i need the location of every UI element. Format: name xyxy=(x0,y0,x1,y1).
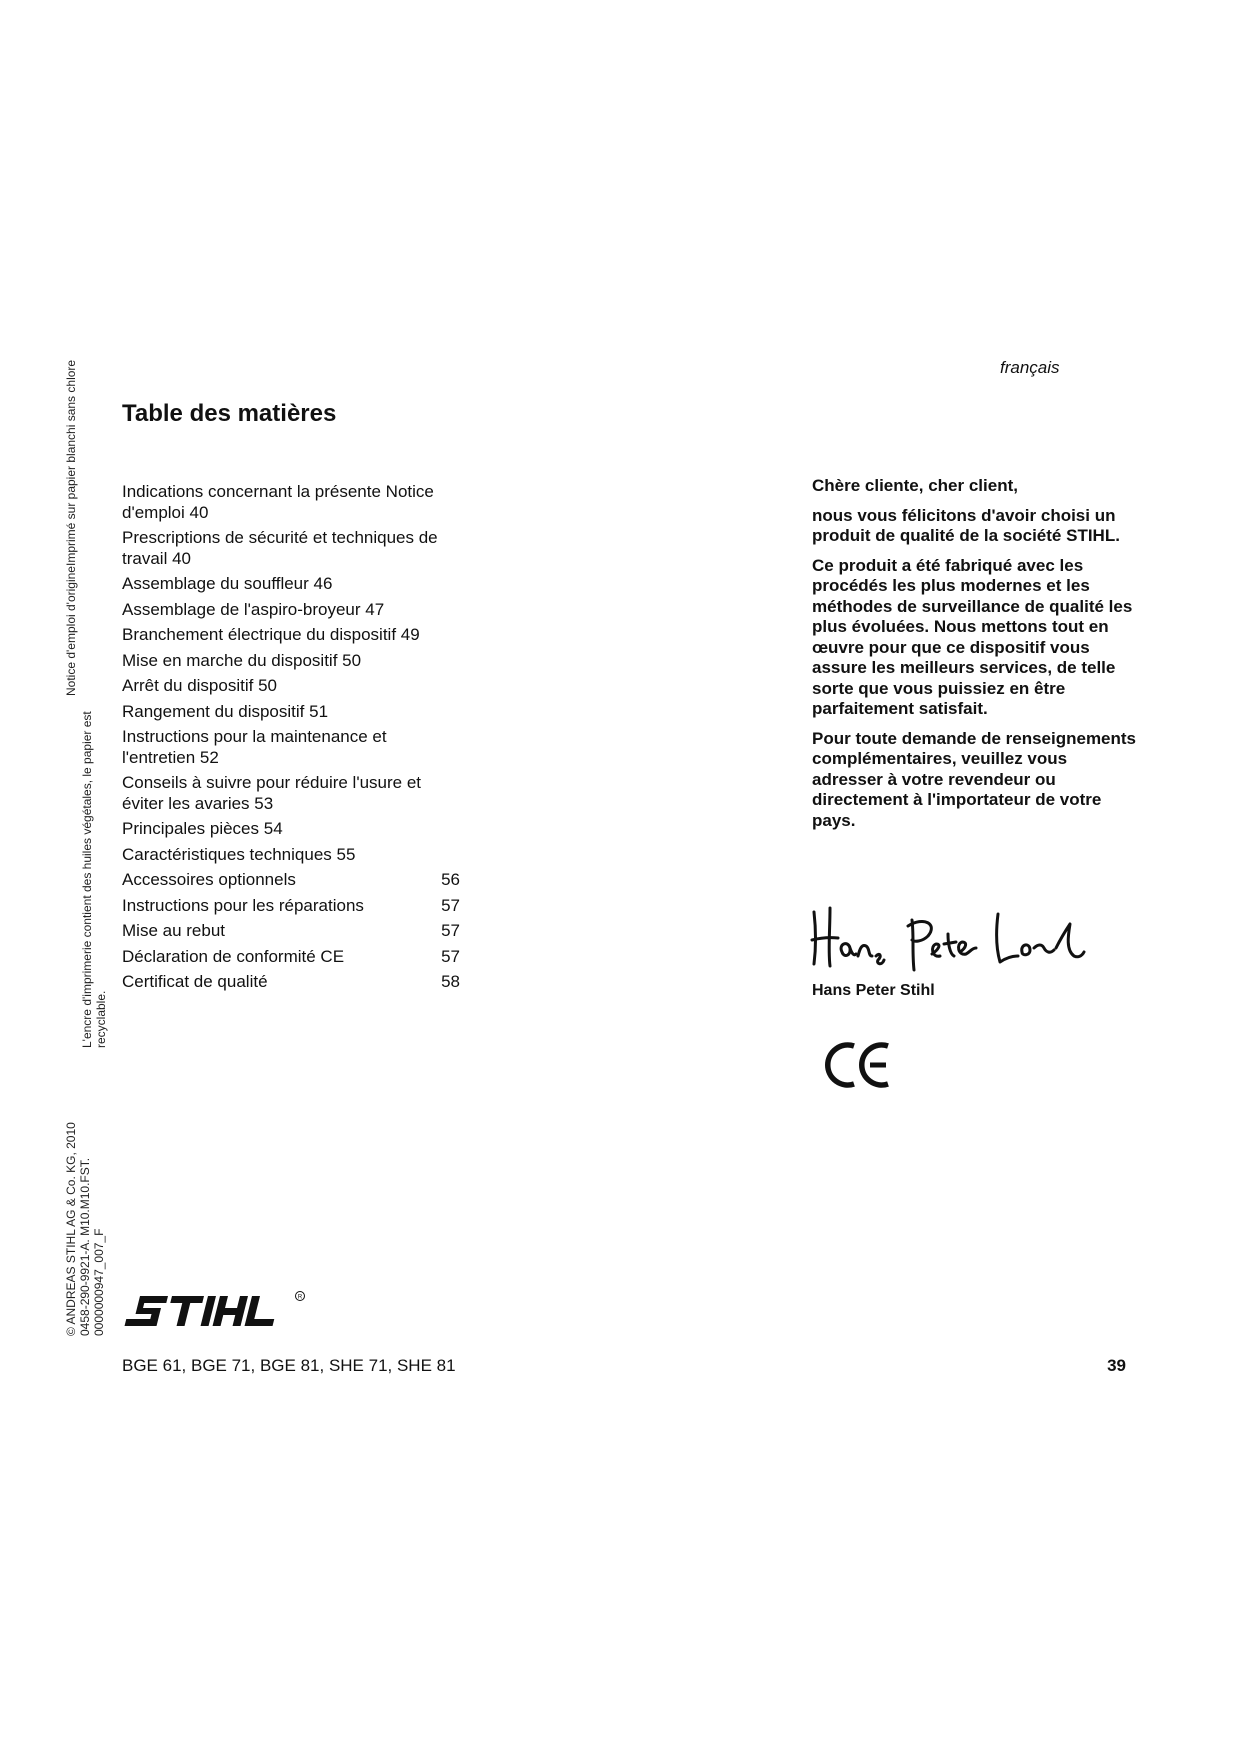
toc-entry[interactable]: Assemblage du souffleur 46 xyxy=(122,574,333,593)
toc-entry[interactable]: Prescriptions de sécurité et techniques de travail 40 xyxy=(122,528,438,568)
toc-entry[interactable]: Conseils à suivre pour réduire l'usure et éviter les avaries 53 xyxy=(122,773,422,813)
handwritten-signature xyxy=(808,900,1088,980)
toc-entry[interactable]: Instructions pour les réparations 57 xyxy=(122,895,460,915)
table-of-contents xyxy=(122,482,460,998)
stihl-logo xyxy=(120,1288,310,1336)
toc-entry[interactable]: Certificat de qualité 58 xyxy=(122,972,460,991)
margin-note-ink: L'encre d'imprimerie contient des huiles végétales, le papier est recyclable. xyxy=(80,711,108,1048)
welcome-letter xyxy=(812,476,1138,840)
letter-paragraph: Pour toute demande de renseignements complémentaires, veuillez vous adresser à votre revendeur ou directement à l'importateur de votre pays. xyxy=(812,728,1137,830)
page-number: 39 xyxy=(1107,1356,1126,1375)
toc-entry[interactable]: Rangement du dispositif 51 xyxy=(122,701,329,721)
toc-entry[interactable]: Mise en marche du dispositif 50 xyxy=(122,650,362,670)
toc-entry[interactable]: Indications concernant la présente Notice d'emploi 40 xyxy=(122,482,434,522)
toc-entry[interactable]: Arrêt du dispositif 50 xyxy=(122,676,277,695)
toc-title: Table des matières xyxy=(122,400,337,427)
toc-entry[interactable]: Principales pièces 54 xyxy=(122,819,283,838)
ce-mark-icon xyxy=(824,1040,894,1090)
toc-entry[interactable]: Accessoires optionnels 56 xyxy=(122,870,460,889)
margin-note-copyright: © ANDREAS STIHL AG & Co. KG, 2010 0458-290-9921-A. M10.M10.FST. 0000000947_007_F xyxy=(64,1122,106,1336)
toc-entry[interactable]: Instructions pour la maintenance et l'entretien 52 xyxy=(122,727,387,767)
letter-paragraph: Ce produit a été fabriqué avec les procédés les plus modernes et les méthodes de surveillance de qualité les plus évoluées. Nous mettons tout en œuvre pour que ce dispositif vous assure les meilleurs services, de telle sorte que vous puissiez en être parfaitement satisfait. xyxy=(812,555,1133,718)
signer-name: Hans Peter Stihl xyxy=(812,982,935,999)
toc-entry[interactable]: Mise au rebut 57 xyxy=(122,921,460,940)
toc-entry[interactable]: Assemblage de l'aspiro-broyeur 47 xyxy=(122,599,385,619)
svg-text:R: R xyxy=(297,1294,303,1301)
toc-entry[interactable]: Branchement électrique du dispositif 49 xyxy=(122,625,420,644)
footer-model-list: BGE 61, BGE 71, BGE 81, SHE 71, SHE 81 xyxy=(122,1356,456,1375)
language-label: français xyxy=(1000,358,1060,377)
letter-greeting: Chère cliente, cher client, xyxy=(812,476,1018,495)
toc-entry[interactable]: Caractéristiques techniques 55 xyxy=(122,844,356,864)
letter-paragraph: nous vous félicitons d'avoir choisi un produit de qualité de la société STIHL. xyxy=(812,505,1120,545)
margin-note-paper: Notice d'emploi d'origineImprimé sur papier blanchi sans chlore xyxy=(64,359,78,696)
toc-entry[interactable]: Déclaration de conformité CE 57 xyxy=(122,946,460,966)
